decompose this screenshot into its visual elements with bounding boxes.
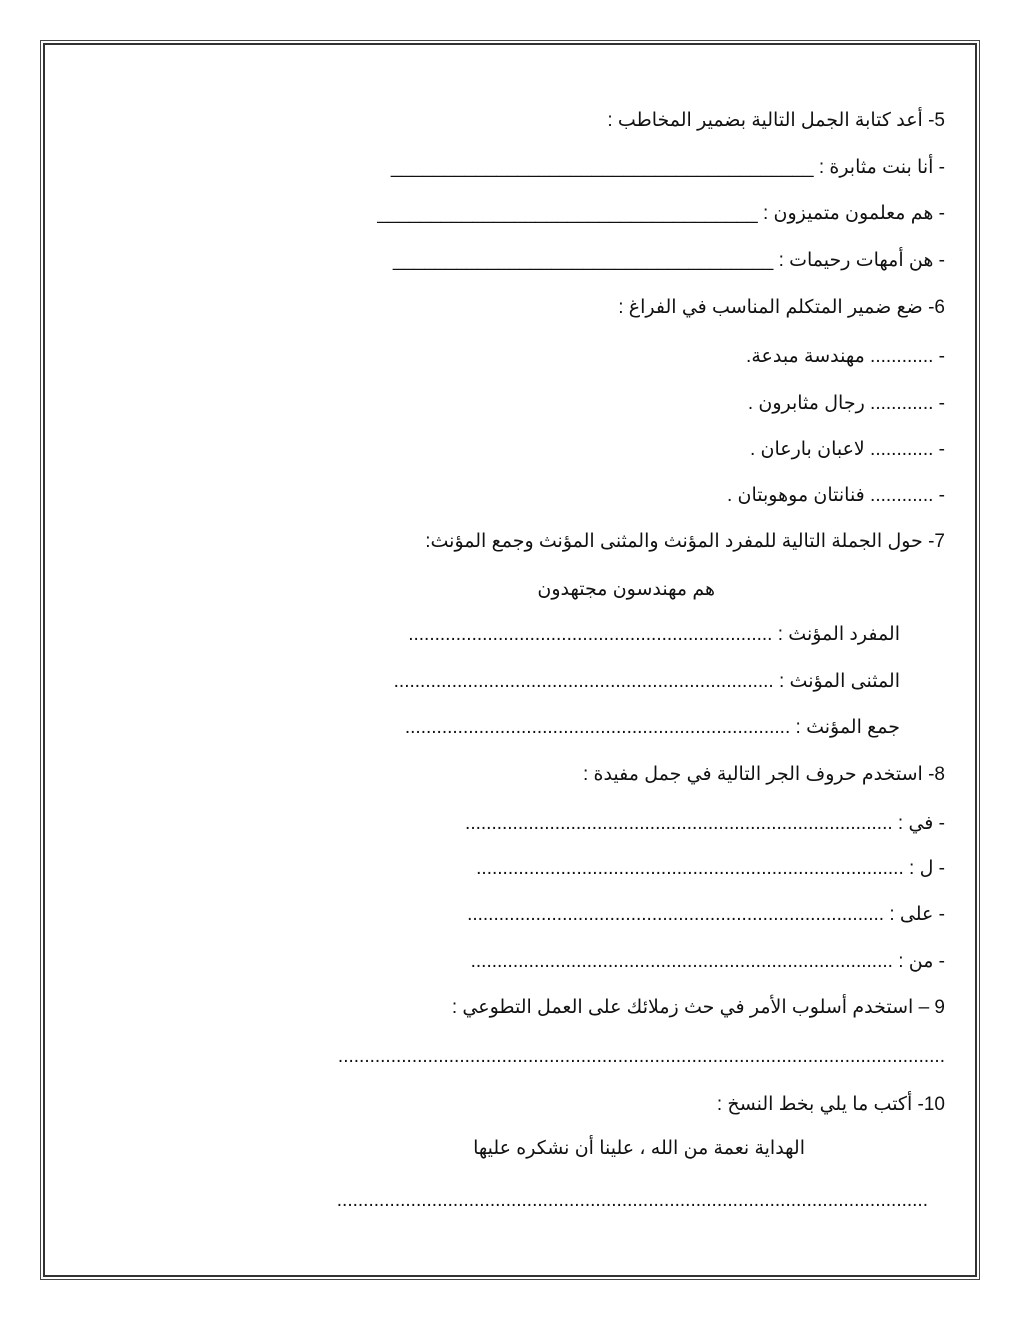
- q8-item-3: - على : ...............................................................................: [467, 904, 945, 925]
- q5-heading: 5- أعد كتابة الجمل التالية بضمير المخاطب :: [607, 110, 945, 131]
- q8-item-1: - في : .................................................................................: [465, 813, 945, 834]
- q7-item-3: جمع المؤنث : .........................................................................: [404, 717, 900, 738]
- q7-item-2: المثنى المؤنث : ........................................................................: [393, 671, 900, 692]
- q6-item-3: - ............ لاعبان بارعان .: [749, 439, 945, 460]
- q5-item-3: - هن أمهات رحيمات : ____________________________________: [392, 250, 945, 271]
- q6-item-4: - ............ فنانتان موهوبتان .: [726, 485, 945, 506]
- q9-heading: 9 – استخدم أسلوب الأمر في حث زملائك على العمل التطوعي :: [451, 997, 945, 1018]
- q10-answer-line: ................................................................................................................: [336, 1190, 928, 1211]
- q8-heading: 8- استخدم حروف الجر التالية في جمل مفيدة :: [582, 764, 945, 785]
- q9-answer-line: ...................................................................................................................: [337, 1046, 945, 1067]
- q5-item-2: - هم معلمون متميزون : ____________________________________: [377, 203, 945, 224]
- q7-item-1: المفرد المؤنث : .....................................................................: [408, 624, 900, 645]
- q10-heading: 10- أكتب ما يلي بخط النسخ :: [716, 1094, 945, 1115]
- q8-item-2: - ل : .................................................................................: [476, 858, 945, 879]
- q6-heading: 6- ضع ضمير المتكلم المناسب في الفراغ :: [618, 297, 945, 318]
- q7-sentence: هم مهندسون مجتهدون: [537, 579, 715, 600]
- q7-heading: 7- حول الجملة التالية للمفرد المؤنث والمثنى المؤنث وجمع المؤنث:: [425, 531, 945, 552]
- q6-item-2: - ............ رجال مثابرون .: [747, 393, 945, 414]
- q8-item-4: - من : ................................................................................: [470, 951, 945, 972]
- q5-item-1: - أنا بنت مثابرة : ________________________________________: [390, 157, 945, 178]
- q10-sentence: الهداية نعمة من الله ، علينا أن نشكره عليها: [473, 1138, 805, 1159]
- q6-item-1: - ............ مهندسة مبدعة.: [746, 346, 945, 367]
